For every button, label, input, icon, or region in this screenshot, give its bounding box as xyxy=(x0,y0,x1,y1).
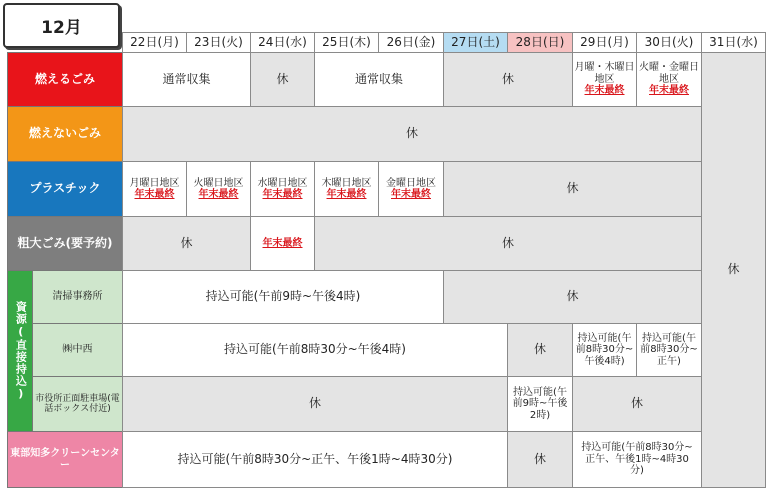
cell-burnable-30 xyxy=(636,52,702,107)
cell-31-all: 休 xyxy=(701,52,766,488)
cell-nonburnable-all: 休 xyxy=(122,106,702,162)
row-label-resource xyxy=(7,270,33,432)
cell-burnable-24: 休 xyxy=(250,52,315,107)
cell-burnable-22-23: 通常収集 xyxy=(122,52,251,107)
cell-seiso-22-26: 持込可能(午前9時~午後4時) xyxy=(122,270,444,324)
year-end-last: 年末最終 xyxy=(584,85,625,97)
row-label-higashi: 東部知多クリーンセンター xyxy=(7,431,123,488)
year-end-last: 年末最終 xyxy=(262,189,303,200)
row-label-seiso: 清掃事務所 xyxy=(32,270,123,324)
year-end-last: 年末最終 xyxy=(649,85,689,97)
area-text: 水曜日地区 xyxy=(257,177,308,189)
cell-bulky-25-30: 休 xyxy=(314,216,702,271)
day-header: 25日(木) xyxy=(314,32,379,53)
cell-burnable-27-28: 休 xyxy=(443,52,573,107)
day-header: 23日(火) xyxy=(186,32,251,53)
year-end-last: 年末最終 xyxy=(198,189,239,200)
row-label-plastic: プラスチック xyxy=(7,161,123,217)
row-label-nonburnable: 燃えないごみ xyxy=(7,106,123,162)
day-header: 31日(水) xyxy=(701,32,766,53)
day-header: 26日(金) xyxy=(378,32,444,53)
cell-bulky-22-23: 休 xyxy=(122,216,251,271)
year-end-last: 年末最終 xyxy=(326,189,367,200)
area-text: 金曜日地区 xyxy=(386,177,436,189)
area-text: 木曜日地区 xyxy=(321,177,372,189)
day-header: 29日(月) xyxy=(572,32,637,53)
cell-seiso-27-30: 休 xyxy=(443,270,702,324)
cell-cityhall-28: 持込可能(午前9時~午後2時) xyxy=(507,376,573,432)
area-text: 火曜・金曜日地区 xyxy=(639,62,699,85)
cell-nakanishi-22-27: 持込可能(午前8時30分~午後4時) xyxy=(122,323,508,377)
day-header: 22日(月) xyxy=(122,32,187,53)
month-label: 12月 xyxy=(3,3,120,48)
cell-higashi-22-27: 持込可能(午前8時30分~正午、午後1時~4時30分) xyxy=(122,431,508,488)
cell-cityhall-22-27: 休 xyxy=(122,376,508,432)
year-end-last: 年末最終 xyxy=(391,189,431,200)
year-end-last: 年末最終 xyxy=(134,189,175,200)
resource-group-label: 資源(直接持込) xyxy=(14,301,28,401)
day-header-sunday: 28日(日) xyxy=(507,32,573,53)
cell-plastic-25 xyxy=(314,161,379,217)
area-text: 火曜日地区 xyxy=(193,177,244,189)
row-label-burnable: 燃えるごみ xyxy=(7,52,123,107)
row-label-cityhall: 市役所正面駐車場(電話ボックス付近) xyxy=(32,376,123,432)
cell-plastic-22 xyxy=(122,161,187,217)
cell-plastic-27-30: 休 xyxy=(443,161,702,217)
cell-burnable-25-26: 通常収集 xyxy=(314,52,444,107)
area-text: 月曜日地区 xyxy=(129,177,180,189)
cell-cityhall-29-30: 休 xyxy=(572,376,702,432)
day-header: 30日(火) xyxy=(636,32,702,53)
cell-higashi-28: 休 xyxy=(507,431,573,488)
cell-bulky-24 xyxy=(250,216,315,271)
row-label-nakanishi: ㈱中西 xyxy=(32,323,123,377)
cell-plastic-23 xyxy=(186,161,251,217)
row-label-bulky: 粗大ごみ(要予約) xyxy=(7,216,123,271)
cell-nakanishi-29: 持込可能(午前8時30分~午後4時) xyxy=(572,323,637,377)
cell-higashi-29-30: 持込可能(午前8時30分~正午、午後1時~4時30分) xyxy=(572,431,702,488)
cell-burnable-29 xyxy=(572,52,637,107)
cell-nakanishi-30: 持込可能(午前8時30分~正午) xyxy=(636,323,702,377)
area-text: 月曜・木曜日地区 xyxy=(574,62,635,85)
cell-plastic-26 xyxy=(378,161,444,217)
cell-plastic-24 xyxy=(250,161,315,217)
day-header-saturday: 27日(土) xyxy=(443,32,508,53)
day-header: 24日(水) xyxy=(250,32,315,53)
year-end-last: 年末最終 xyxy=(262,237,303,249)
cell-nakanishi-28: 休 xyxy=(507,323,573,377)
